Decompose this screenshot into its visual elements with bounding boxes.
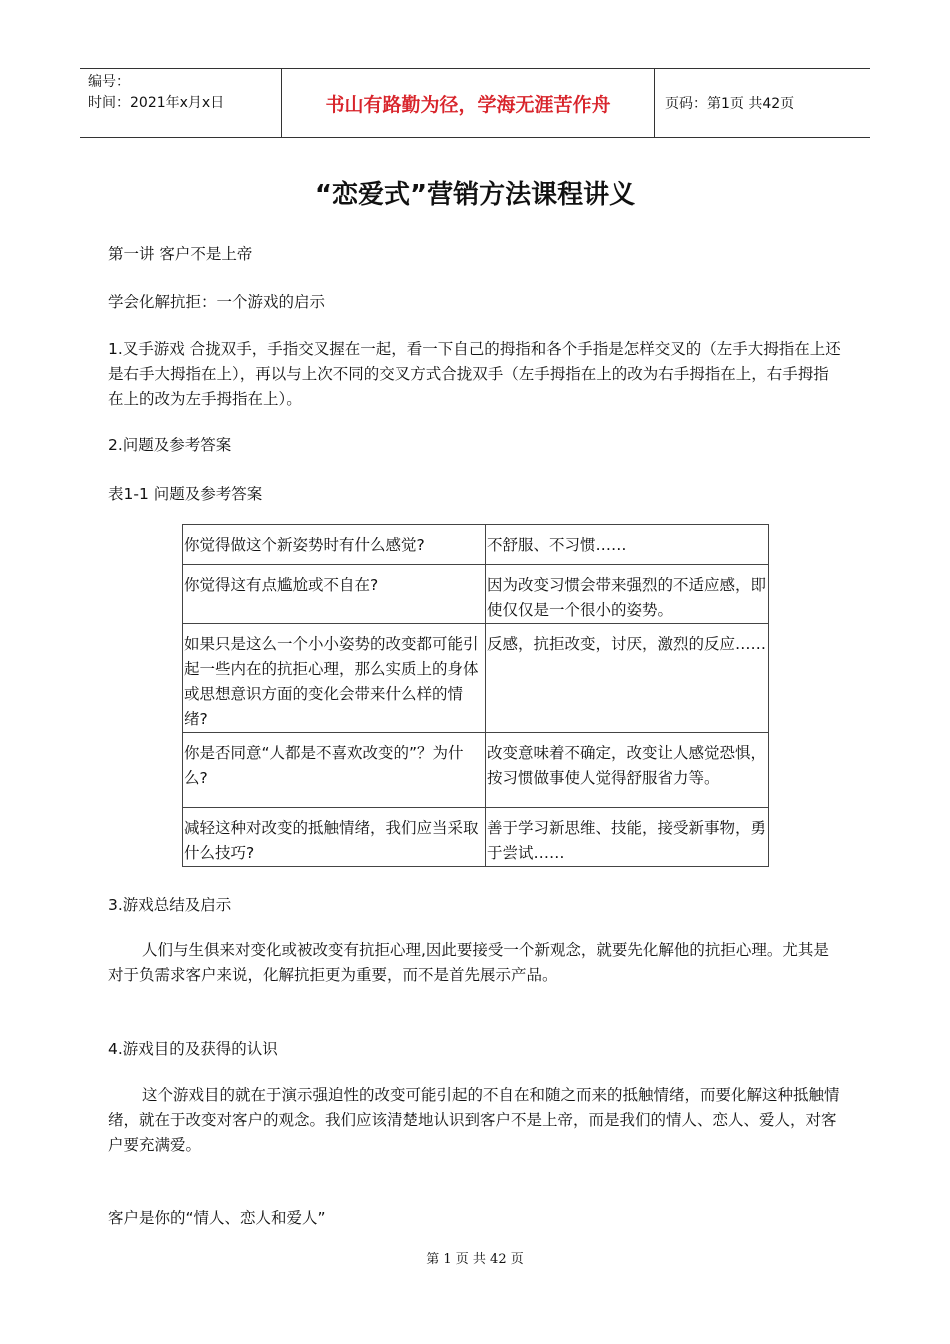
paragraph-summary-heading: 3.游戏总结及启示 bbox=[108, 896, 232, 914]
table-row bbox=[183, 808, 769, 867]
table-caption: 表1-1 问题及参考答案 bbox=[108, 485, 263, 503]
date-label: 时间：2021年x月x日 bbox=[88, 95, 225, 111]
question-cell: 你是否同意“人都是不喜欢改变的”？为什么? bbox=[183, 733, 486, 808]
lecture-heading: 第一讲 客户不是上帝 bbox=[108, 245, 253, 263]
answer-cell: 不舒服、不习惯…… bbox=[486, 525, 769, 565]
paragraph-purpose-heading: 4.游戏目的及获得的认识 bbox=[108, 1040, 278, 1058]
table-row bbox=[183, 733, 769, 808]
paragraph-customer-lover: 客户是你的“情人、恋人和爱人” bbox=[108, 1209, 326, 1227]
header-page-info: 页码：第1页 共42页 bbox=[665, 96, 795, 112]
number-label: 编号： bbox=[88, 74, 130, 90]
question-cell: 你觉得这有点尴尬或不自在? bbox=[183, 565, 486, 624]
paragraph-questions-heading: 2.问题及参考答案 bbox=[108, 436, 232, 454]
answer-cell: 改变意味着不确定，改变让人感觉恐惧，按习惯做事使人觉得舒服省力等。 bbox=[486, 733, 769, 808]
table-row bbox=[183, 525, 769, 565]
paragraph-summary-body: 人们与生俱来对变化或被改变有抗拒心理,因此要接受一个新观念，就要先化解他的抗拒心理。尤其是对于负需求客户来说，化解抗拒更为重要，而不是首先展示产品。 bbox=[108, 941, 829, 984]
answer-cell: 反感，抗拒改变，讨厌，激烈的反应…… bbox=[486, 624, 769, 733]
paragraph-purpose-body: 这个游戏目的就在于演示强迫性的改变可能引起的不自在和随之而来的抵触情绪，而要化解这种抵触情绪，就在于改变对客户的观念。我们应该清楚地认识到客户不是上帝，而是我们的情人、恋人、爱人，对客户要充满爱。 bbox=[108, 1086, 840, 1154]
document-title: “恋爱式”营销方法课程讲义 bbox=[314, 180, 636, 210]
section-subtitle: 学会化解抗拒：一个游戏的启示 bbox=[108, 293, 326, 311]
table-row bbox=[183, 624, 769, 733]
page-footer: 第 1 页 共 42 页 bbox=[426, 1252, 524, 1267]
question-cell: 减轻这种对改变的抵触情绪，我们应当采取什么技巧? bbox=[183, 808, 486, 867]
answer-cell: 因为改变习惯会带来强烈的不适应感，即使仅仅是一个很小的姿势。 bbox=[486, 565, 769, 624]
page-header bbox=[80, 68, 870, 138]
answer-cell: 善于学习新思维、技能，接受新事物，勇于尝试…… bbox=[486, 808, 769, 867]
header-motto: 书山有路勤为径，学海无涯苦作舟 bbox=[282, 69, 655, 137]
qa-table bbox=[182, 524, 769, 867]
question-cell: 你觉得做这个新姿势时有什么感觉? bbox=[183, 525, 486, 565]
header-meta bbox=[80, 69, 282, 137]
paragraph-game-instructions: 1.叉手游戏 合拢双手，手指交叉握在一起，看一下自己的拇指和各个手指是怎样交叉的（左手大拇指在上还是右手大拇指在上），再以与上次不同的交叉方式合拢双手（左手拇指在上的改为右手拇指在上，右手拇指在上的改为左手拇指在上）。 bbox=[108, 340, 841, 408]
question-cell: 如果只是这么一个小小姿势的改变都可能引起一些内在的抗拒心理，那么实质上的身体或思想意识方面的变化会带来什么样的情绪? bbox=[183, 624, 486, 733]
table-row bbox=[183, 565, 769, 624]
